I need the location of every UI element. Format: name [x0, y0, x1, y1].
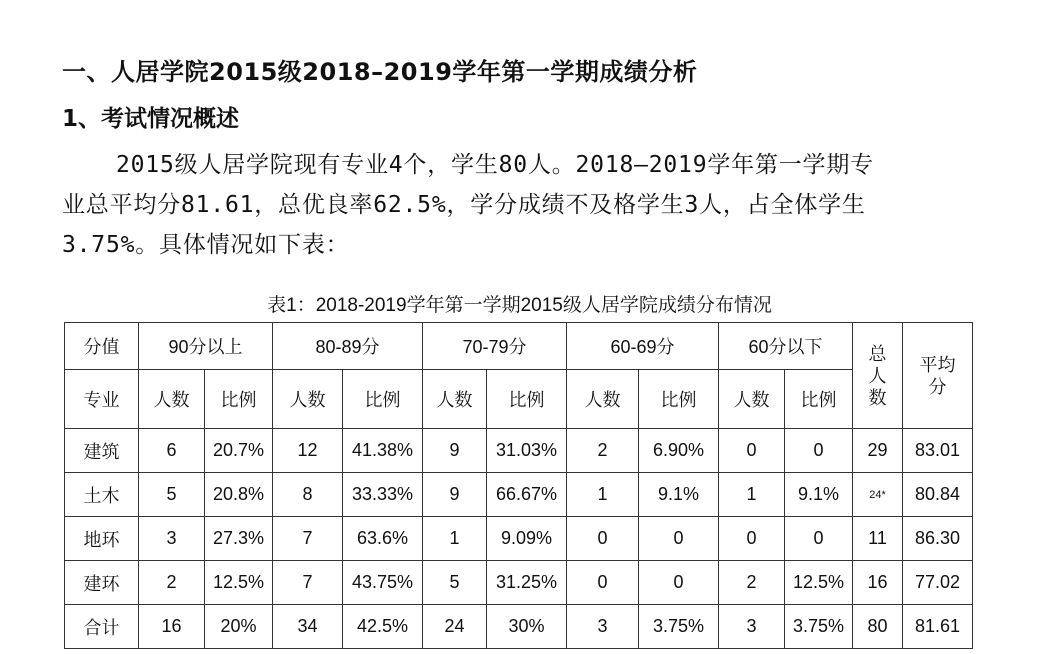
- sub-ratio-header: 比例: [639, 370, 719, 429]
- header-major-cell: 专业: [65, 370, 139, 429]
- ratio-cell: 43.75%: [343, 561, 423, 605]
- band-header: 70-79分: [423, 323, 567, 370]
- band-header: 80-89分: [273, 323, 423, 370]
- average-cell: 83.01: [903, 429, 973, 473]
- ratio-cell: 0: [639, 517, 719, 561]
- count-cell: 9: [423, 473, 487, 517]
- subsection-heading: 1、考试情况概述: [62, 106, 240, 132]
- ratio-cell: 20%: [205, 605, 273, 649]
- major-cell: 土木: [65, 473, 139, 517]
- sub-ratio-header: 比例: [785, 370, 853, 429]
- ratio-cell: 42.5%: [343, 605, 423, 649]
- average-cell: 86.30: [903, 517, 973, 561]
- band-header: 90分以上: [139, 323, 273, 370]
- header-row-subcolumns: [65, 370, 973, 429]
- count-cell: 2: [567, 429, 639, 473]
- sub-count-header: 人数: [139, 370, 205, 429]
- count-cell: 2: [719, 561, 785, 605]
- major-cell: 地环: [65, 517, 139, 561]
- average-cell: 77.02: [903, 561, 973, 605]
- table-row: [65, 517, 973, 561]
- section-heading: 一、人居学院2015级2018–2019学年第一学期成绩分析: [62, 58, 698, 86]
- count-cell: 12: [273, 429, 343, 473]
- table-row: [65, 429, 973, 473]
- major-cell: 建环: [65, 561, 139, 605]
- total-count-cell: 80: [853, 605, 903, 649]
- summary-paragraph: [62, 145, 982, 265]
- sub-count-header: 人数: [273, 370, 343, 429]
- ratio-cell: 3.75%: [639, 605, 719, 649]
- count-cell: 0: [567, 561, 639, 605]
- ratio-cell: 30%: [487, 605, 567, 649]
- count-cell: 8: [273, 473, 343, 517]
- ratio-cell: 33.33%: [343, 473, 423, 517]
- ratio-cell: 31.03%: [487, 429, 567, 473]
- sub-count-header: 人数: [567, 370, 639, 429]
- total-count-cell: 16: [853, 561, 903, 605]
- total-count-cell: 11: [853, 517, 903, 561]
- band-header: 60分以下: [719, 323, 853, 370]
- count-cell: 16: [139, 605, 205, 649]
- count-cell: 7: [273, 517, 343, 561]
- ratio-cell: 3.75%: [785, 605, 853, 649]
- count-cell: 5: [139, 473, 205, 517]
- count-cell: 7: [273, 561, 343, 605]
- ratio-cell: 20.8%: [205, 473, 273, 517]
- count-cell: 1: [719, 473, 785, 517]
- sub-count-header: 人数: [423, 370, 487, 429]
- paragraph-line-3: 3.75%。具体情况如下表：: [62, 232, 350, 258]
- count-cell: 2: [139, 561, 205, 605]
- table-row: [65, 605, 973, 649]
- major-cell: 建筑: [65, 429, 139, 473]
- sub-ratio-header: 比例: [343, 370, 423, 429]
- ratio-cell: 20.7%: [205, 429, 273, 473]
- count-cell: 3: [139, 517, 205, 561]
- total-count-cell: 24*: [853, 473, 903, 517]
- ratio-cell: 0: [785, 517, 853, 561]
- band-header: 60-69分: [567, 323, 719, 370]
- ratio-cell: 0: [785, 429, 853, 473]
- header-row-bands: [65, 323, 973, 370]
- major-cell: 合计: [65, 605, 139, 649]
- count-cell: 1: [567, 473, 639, 517]
- count-cell: 0: [567, 517, 639, 561]
- paragraph-line-2: 业总平均分81.61，总优良率62.5%，学分成绩不及格学生3人，占全体学生: [62, 192, 866, 218]
- ratio-cell: 12.5%: [205, 561, 273, 605]
- table-row: [65, 561, 973, 605]
- ratio-cell: 27.3%: [205, 517, 273, 561]
- score-distribution-table: [64, 322, 973, 649]
- average-header: 平均 分: [903, 323, 973, 429]
- count-cell: 34: [273, 605, 343, 649]
- table-caption: 表1：2018-2019学年第一学期2015级人居学院成绩分布情况: [267, 295, 772, 316]
- ratio-cell: 6.90%: [639, 429, 719, 473]
- count-cell: 3: [567, 605, 639, 649]
- count-cell: 3: [719, 605, 785, 649]
- count-cell: 6: [139, 429, 205, 473]
- sub-ratio-header: 比例: [487, 370, 567, 429]
- table-row: [65, 473, 973, 517]
- average-cell: 81.61: [903, 605, 973, 649]
- count-cell: 5: [423, 561, 487, 605]
- ratio-cell: 66.67%: [487, 473, 567, 517]
- ratio-cell: 9.1%: [785, 473, 853, 517]
- ratio-cell: 63.6%: [343, 517, 423, 561]
- ratio-cell: 9.09%: [487, 517, 567, 561]
- ratio-cell: 12.5%: [785, 561, 853, 605]
- ratio-cell: 31.25%: [487, 561, 567, 605]
- count-cell: 0: [719, 429, 785, 473]
- header-score-cell: 分值: [65, 323, 139, 370]
- average-cell: 80.84: [903, 473, 973, 517]
- count-cell: 1: [423, 517, 487, 561]
- total-count-header: 总 人 数: [853, 323, 903, 429]
- ratio-cell: 0: [639, 561, 719, 605]
- count-cell: 24: [423, 605, 487, 649]
- ratio-cell: 41.38%: [343, 429, 423, 473]
- sub-ratio-header: 比例: [205, 370, 273, 429]
- paragraph-line-1: 2015级人居学院现有专业4个，学生80人。2018–2019学年第一学期专: [116, 152, 874, 178]
- ratio-cell: 9.1%: [639, 473, 719, 517]
- count-cell: 0: [719, 517, 785, 561]
- sub-count-header: 人数: [719, 370, 785, 429]
- count-cell: 9: [423, 429, 487, 473]
- total-count-cell: 29: [853, 429, 903, 473]
